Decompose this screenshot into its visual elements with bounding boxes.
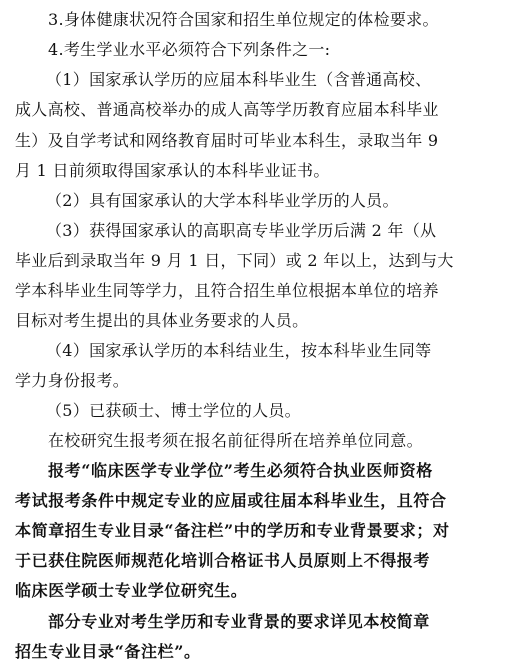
text-line: 部分专业对考生学历和专业背景的要求详见本校简章	[48, 612, 430, 631]
text-line: 月 1 日前须取得国家承认的本科毕业证书。	[15, 161, 330, 180]
text-line: 成人高校、普通高校举办的成人高等学历教育应届本科毕业	[15, 100, 439, 119]
text-line: （1）国家承认学历的应届本科毕业生（含普通高校、	[46, 70, 432, 89]
text-line: 4.考生学业水平必须符合下列条件之一:	[48, 40, 331, 59]
text-line: 临床医学硕士专业学位研究生。	[15, 581, 248, 600]
text-line: 3.身体健康状况符合国家和招生单位规定的体检要求。	[48, 10, 439, 29]
text-line: 生）及自学考试和网络教育届时可毕业本科生，录取当年 9	[15, 131, 439, 150]
text-line: 学力身份报考。	[15, 371, 130, 390]
text-line: （4）国家承认学历的本科结业生，按本科毕业生同等	[46, 341, 432, 360]
text-line: 学本科毕业生同等学力，且符合招生单位根据本单位的培养	[15, 281, 439, 300]
text-line: 本简章招生专业目录“备注栏”中的学历和专业背景要求；对	[15, 521, 450, 540]
text-line: 于已获住院医师规范化培训合格证书人员原则上不得报考	[15, 551, 431, 570]
text-line: （2）具有国家承认的大学本科毕业学历的人员。	[46, 191, 399, 210]
text-line: 毕业后到录取当年 9 月 1 日，下同）或 2 年以上，达到与大	[15, 251, 454, 270]
text-line: 目标对考生提出的具体业务要求的人员。	[15, 311, 309, 330]
text-line: （5）已获硕士、博士学位的人员。	[46, 401, 301, 420]
text-line: 在校研究生报考须在报名前征得所在培养单位同意。	[48, 431, 423, 450]
text-line: 报考“临床医学专业学位”考生必须符合执业医师资格	[48, 461, 433, 480]
text-line: （3）获得国家承认的高职高专毕业学历后满 2 年（从	[46, 221, 437, 240]
text-line: 考试报考条件中规定专业的应届或往届本科毕业生，且符合	[15, 491, 447, 510]
text-line: 招生专业目录“备注栏”。	[15, 642, 201, 661]
